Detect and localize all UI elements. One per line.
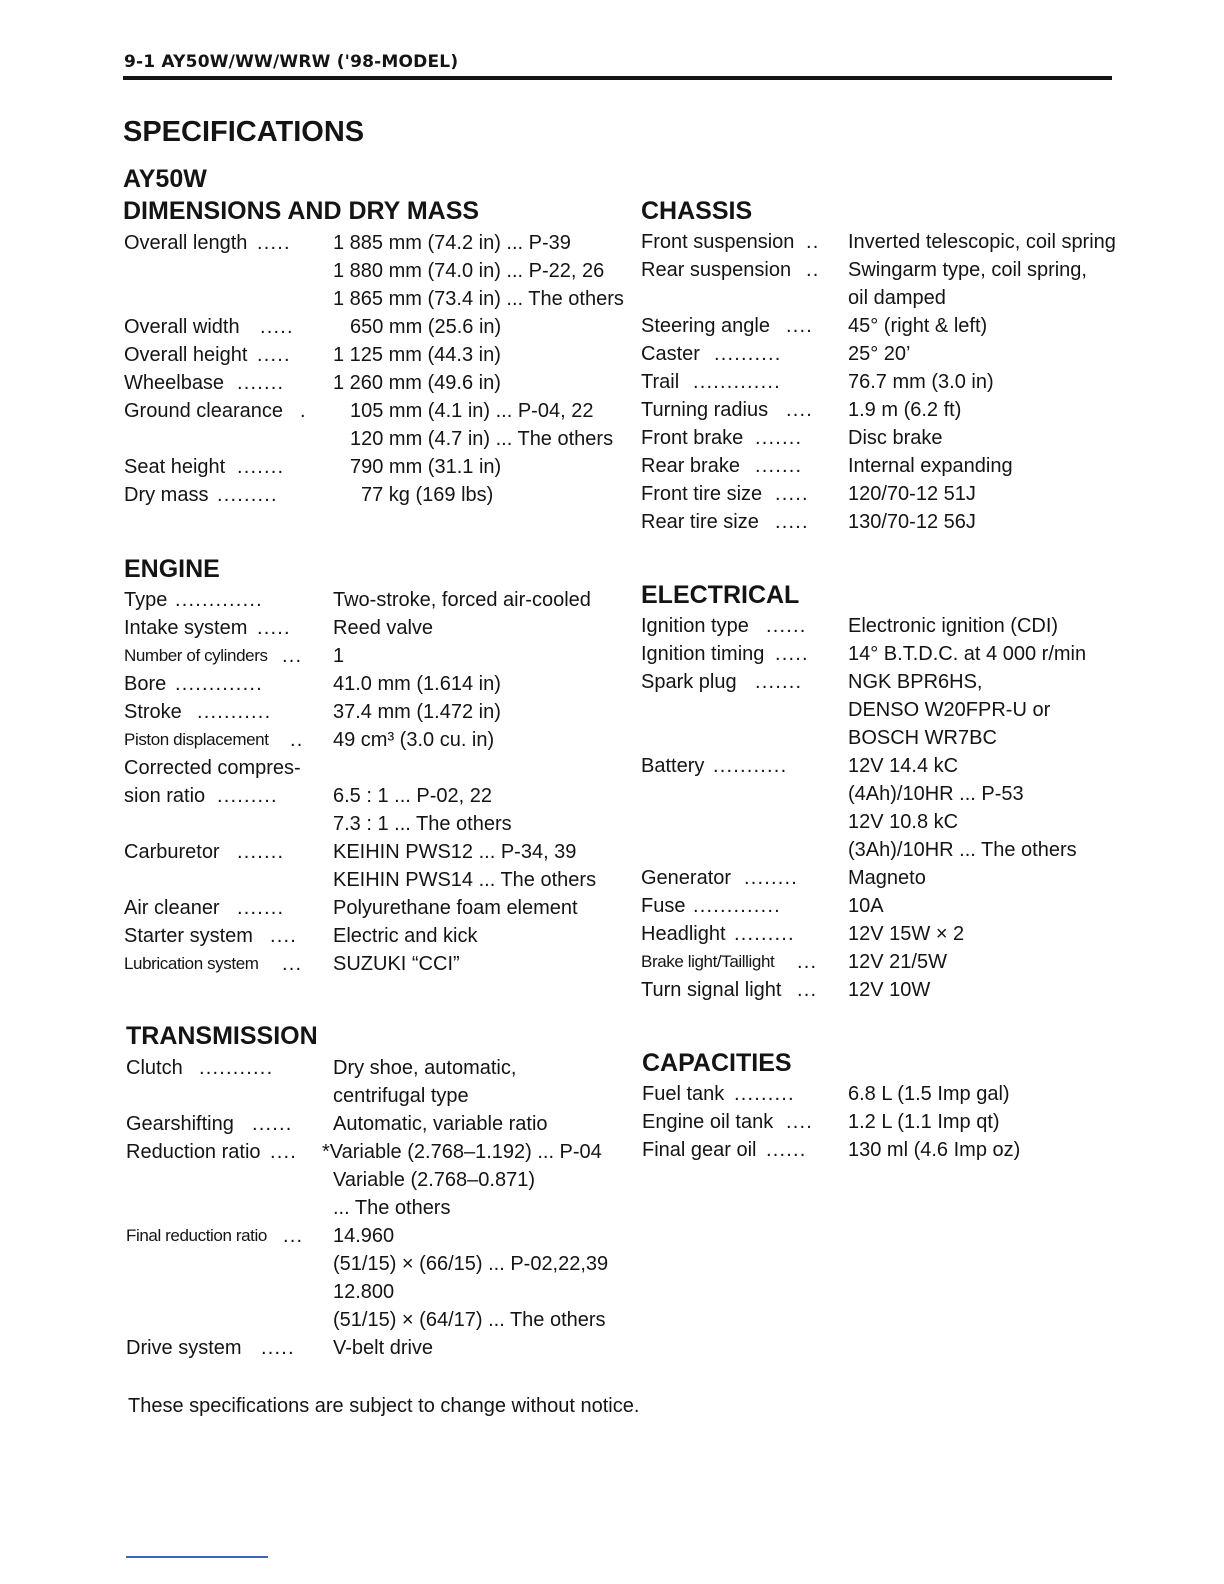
leader-dots: ...: [797, 979, 818, 1001]
electrical-table: [641, 612, 1141, 1004]
spec-label: Front tire size: [641, 483, 763, 505]
leader-dots: .....: [775, 511, 809, 533]
spec-row: [641, 836, 1141, 864]
leader-dots: ..: [290, 729, 304, 751]
spec-label: Type: [124, 589, 168, 611]
spec-label: Air cleaner: [124, 897, 220, 919]
spec-row: [126, 1194, 626, 1222]
spec-value: 12V 14.4 kC: [848, 755, 959, 777]
spec-value: 120 mm (4.7 in) ... The others: [350, 428, 614, 450]
spec-value: 37.4 mm (1.472 in): [333, 701, 501, 723]
spec-row: [641, 508, 1141, 536]
spec-row: [124, 586, 624, 614]
leader-dots: .: [300, 400, 307, 422]
spec-row: [642, 1080, 1142, 1108]
running-header: 9-1 AY50W/WW/WRW ('98-MODEL): [124, 52, 459, 72]
spec-value: 49 cm³ (3.0 cu. in): [333, 729, 495, 751]
spec-label: Reduction ratio: [126, 1141, 261, 1163]
capacities-heading: CAPACITIES: [642, 1049, 792, 1077]
spec-value: 1.9 m (6.2 ft): [848, 399, 962, 421]
spec-row: [641, 864, 1141, 892]
spec-row: [124, 838, 624, 866]
spec-value: 1 865 mm (73.4 in) ... The others: [333, 288, 624, 310]
leader-dots: ...: [282, 953, 303, 975]
spec-value: 12V 10.8 kC: [848, 811, 959, 833]
spec-value: (51/15) × (64/17) ... The others: [333, 1309, 606, 1331]
capacities-table: [642, 1080, 1142, 1164]
spec-row: [126, 1278, 626, 1306]
leader-dots: .............: [175, 589, 263, 611]
spec-value: 1: [333, 645, 345, 667]
spec-value: 105 mm (4.1 in) ... P-04, 22: [350, 400, 594, 422]
leader-dots: .......: [237, 456, 285, 478]
transmission-table: [126, 1054, 626, 1362]
leader-dots: ....: [270, 1141, 298, 1163]
spec-value: *Variable (2.768–1.192) ... P-04: [322, 1141, 602, 1163]
spec-row: [124, 894, 624, 922]
spec-label: Ignition timing: [641, 643, 765, 665]
spec-value: 12.800: [333, 1281, 395, 1303]
spec-label: Ignition type: [641, 615, 749, 637]
spec-value: BOSCH WR7BC: [848, 727, 997, 749]
leader-dots: .......: [755, 455, 803, 477]
spec-value: 12V 15W × 2: [848, 923, 965, 945]
spec-row: [641, 284, 1141, 312]
spec-value: 77 kg (169 lbs): [361, 484, 494, 506]
spec-row: [124, 453, 624, 481]
spec-value: Magneto: [848, 867, 926, 889]
spec-value: 76.7 mm (3.0 in): [848, 371, 994, 393]
spec-row: [126, 1222, 626, 1250]
spec-label: Turn signal light: [641, 979, 782, 1001]
spec-label: Piston displacement: [124, 730, 269, 749]
spec-row: [641, 368, 1141, 396]
leader-dots: ..: [806, 259, 820, 281]
chassis-table: [641, 228, 1141, 536]
page-title: SPECIFICATIONS: [123, 116, 365, 148]
spec-row: [126, 1110, 626, 1138]
spec-row: [124, 642, 624, 670]
spec-row: [124, 726, 624, 754]
spec-label: Intake system: [124, 617, 248, 639]
spec-row: [641, 256, 1141, 284]
spec-value: Internal expanding: [848, 455, 1013, 477]
spec-label: Caster: [641, 343, 700, 365]
spec-row: [641, 892, 1141, 920]
leader-dots: .....: [260, 316, 294, 338]
spec-row: [641, 780, 1141, 808]
engine-heading: ENGINE: [124, 555, 220, 583]
spec-label: Gearshifting: [126, 1113, 234, 1135]
spec-value: DENSO W20FPR-U or: [848, 699, 1051, 721]
spec-value: Electric and kick: [333, 925, 478, 947]
spec-row: [641, 480, 1141, 508]
spec-row: [126, 1054, 626, 1082]
spec-label: Carburetor: [124, 841, 220, 863]
leader-dots: .............: [175, 673, 263, 695]
spec-row: [124, 698, 624, 726]
spec-value: Polyurethane foam element: [333, 897, 578, 919]
leader-dots: .......: [755, 671, 803, 693]
spec-value: 14° B.T.D.C. at 4 000 r/min: [848, 643, 1087, 665]
spec-value: 120/70-12 51J: [848, 483, 976, 505]
spec-label: Brake light/Taillight: [641, 952, 775, 971]
leader-dots: .....: [257, 344, 291, 366]
spec-label: Front brake: [641, 427, 744, 449]
spec-label: Lubrication system: [124, 954, 259, 973]
header-rule: [123, 76, 1112, 80]
leader-dots: ......: [766, 1139, 807, 1161]
leader-dots: .....: [775, 643, 809, 665]
footer-rule: [126, 1556, 268, 1558]
spec-row: [641, 808, 1141, 836]
spec-row: [124, 257, 624, 285]
spec-label: Ground clearance: [124, 400, 283, 422]
spec-value: 1 885 mm (74.2 in) ... P-39: [333, 232, 571, 254]
spec-value: 650 mm (25.6 in): [350, 316, 502, 338]
spec-value: 1 125 mm (44.3 in): [333, 344, 501, 366]
spec-row: [124, 810, 624, 838]
leader-dots: .......: [237, 372, 285, 394]
spec-row: [641, 396, 1141, 424]
leader-dots: ..........: [714, 343, 782, 365]
spec-value: (4Ah)/10HR ... P-53: [848, 783, 1024, 805]
spec-row: [124, 614, 624, 642]
spec-value: 1 260 mm (49.6 in): [333, 372, 501, 394]
spec-label: Dry mass: [124, 484, 209, 506]
leader-dots: ...........: [713, 755, 788, 777]
spec-value: Two-stroke, forced air-cooled: [333, 589, 591, 611]
spec-label: Headlight: [641, 923, 726, 945]
leader-dots: ....: [786, 399, 814, 421]
leader-dots: ..: [806, 231, 820, 253]
leader-dots: ......: [766, 615, 807, 637]
spec-value: KEIHIN PWS12 ... P-34, 39: [333, 841, 577, 863]
spec-label: Spark plug: [641, 671, 737, 693]
leader-dots: .......: [237, 841, 285, 863]
leader-dots: ....: [786, 1111, 814, 1133]
spec-value: centrifugal type: [333, 1085, 469, 1107]
spec-label: Final gear oil: [642, 1139, 757, 1161]
engine-table: [124, 586, 624, 978]
spec-row: [126, 1082, 626, 1110]
spec-row: [641, 340, 1141, 368]
spec-value: 10A: [848, 895, 884, 917]
leader-dots: ...........: [197, 701, 272, 723]
spec-value: V-belt drive: [333, 1337, 434, 1359]
spec-label: Corrected compres-: [124, 757, 301, 779]
spec-label: Starter system: [124, 925, 253, 947]
spec-row: [641, 312, 1141, 340]
spec-value: 130/70-12 56J: [848, 511, 976, 533]
spec-label: Stroke: [124, 701, 182, 723]
spec-value: oil damped: [848, 287, 946, 309]
leader-dots: ...........: [199, 1057, 274, 1079]
spec-label: Trail: [641, 371, 680, 393]
leader-dots: .....: [261, 1337, 295, 1359]
spec-row: [641, 612, 1141, 640]
spec-value: 25° 20’: [848, 343, 911, 365]
spec-row: [124, 341, 624, 369]
spec-row: [641, 752, 1141, 780]
spec-row: [641, 640, 1141, 668]
spec-value: 12V 21/5W: [848, 951, 947, 973]
spec-label: sion ratio: [124, 785, 206, 807]
dimensions-table: [124, 229, 624, 511]
spec-label: Generator: [641, 867, 732, 889]
spec-row: [642, 1108, 1142, 1136]
spec-row: [126, 1306, 626, 1334]
spec-row: [124, 425, 624, 453]
leader-dots: .......: [755, 427, 803, 449]
footnote: These specifications are subject to change without notice.: [128, 1395, 640, 1417]
spec-value: Variable (2.768–0.871): [333, 1169, 535, 1191]
leader-dots: .........: [217, 484, 278, 506]
model-heading: AY50W: [123, 165, 207, 193]
spec-value: 12V 10W: [848, 979, 931, 1001]
spec-row: [641, 228, 1141, 256]
spec-label: Final reduction ratio: [126, 1226, 267, 1245]
spec-row: [124, 481, 624, 509]
spec-value: 1 880 mm (74.0 in) ... P-22, 26: [333, 260, 605, 282]
spec-row: [124, 285, 624, 313]
spec-row: [124, 229, 624, 257]
spec-value: 45° (right & left): [848, 315, 988, 337]
spec-label: Bore: [124, 673, 167, 695]
leader-dots: ......: [252, 1113, 293, 1135]
spec-label: Fuse: [641, 895, 686, 917]
spec-row: [641, 724, 1141, 752]
spec-value: 790 mm (31.1 in): [350, 456, 502, 478]
spec-value: Reed valve: [333, 617, 434, 639]
spec-row: [641, 424, 1141, 452]
spec-value: SUZUKI “CCI”: [333, 953, 460, 975]
spec-row: [124, 950, 624, 978]
spec-row: [124, 397, 624, 425]
spec-label: Front suspension: [641, 231, 795, 253]
leader-dots: ...: [797, 951, 818, 973]
spec-value: Swingarm type, coil spring,: [848, 259, 1087, 281]
spec-row: [641, 920, 1141, 948]
spec-value: KEIHIN PWS14 ... The others: [333, 869, 597, 891]
leader-dots: ...: [282, 645, 303, 667]
spec-row: [124, 866, 624, 894]
electrical-heading: ELECTRICAL: [641, 581, 800, 609]
spec-value: 6.8 L (1.5 Imp gal): [848, 1083, 1010, 1105]
spec-value: 7.3 : 1 ... The others: [333, 813, 512, 835]
spec-row: [126, 1250, 626, 1278]
leader-dots: .........: [734, 923, 795, 945]
leader-dots: .........: [734, 1083, 795, 1105]
spec-label: Rear brake: [641, 455, 740, 477]
spec-value: NGK BPR6HS,: [848, 671, 983, 693]
spec-row: [124, 670, 624, 698]
spec-value: Inverted telescopic, coil spring: [848, 231, 1116, 253]
spec-row: [641, 948, 1141, 976]
spec-row: [641, 976, 1141, 1004]
leader-dots: .....: [775, 483, 809, 505]
leader-dots: .........: [217, 785, 278, 807]
leader-dots: .....: [257, 617, 291, 639]
spec-value: Automatic, variable ratio: [333, 1113, 548, 1135]
spec-value: Disc brake: [848, 427, 943, 449]
spec-value: Dry shoe, automatic,: [333, 1057, 517, 1079]
spec-label: Wheelbase: [124, 372, 225, 394]
spec-row: [124, 754, 624, 782]
dimensions-heading: DIMENSIONS AND DRY MASS: [123, 197, 480, 225]
spec-label: Rear tire size: [641, 511, 759, 533]
spec-value: (3Ah)/10HR ... The others: [848, 839, 1077, 861]
spec-value: 41.0 mm (1.614 in): [333, 673, 501, 695]
spec-label: Engine oil tank: [642, 1111, 774, 1133]
spec-label: Battery: [641, 755, 705, 777]
leader-dots: .....: [257, 232, 291, 254]
leader-dots: .............: [693, 371, 781, 393]
spec-label: Steering angle: [641, 315, 770, 337]
spec-value: ... The others: [333, 1197, 451, 1219]
spec-label: Rear suspension: [641, 259, 792, 281]
leader-dots: ........: [744, 867, 799, 889]
spec-label: Overall height: [124, 344, 248, 366]
spec-row: [124, 313, 624, 341]
spec-row: [126, 1166, 626, 1194]
spec-value: 14.960: [333, 1225, 395, 1247]
spec-row: [124, 369, 624, 397]
spec-value: 1.2 L (1.1 Imp qt): [848, 1111, 1000, 1133]
leader-dots: ....: [786, 315, 814, 337]
spec-label: Fuel tank: [642, 1083, 725, 1105]
leader-dots: .......: [237, 897, 285, 919]
leader-dots: ....: [270, 925, 298, 947]
spec-label: Seat height: [124, 456, 226, 478]
spec-row: [641, 668, 1141, 696]
spec-value: 130 ml (4.6 Imp oz): [848, 1139, 1021, 1161]
spec-row: [641, 696, 1141, 724]
spec-label: Turning radius: [641, 399, 769, 421]
spec-label: Clutch: [126, 1057, 183, 1079]
spec-label: Overall length: [124, 232, 248, 254]
spec-value: Electronic ignition (CDI): [848, 615, 1059, 637]
spec-row: [641, 452, 1141, 480]
spec-value: 6.5 : 1 ... P-02, 22: [333, 785, 492, 807]
spec-row: [124, 922, 624, 950]
spec-label: Drive system: [126, 1337, 242, 1359]
spec-row: [642, 1136, 1142, 1164]
spec-label: Overall width: [124, 316, 240, 338]
spec-row: [126, 1334, 626, 1362]
leader-dots: ...: [283, 1225, 304, 1247]
spec-label: Number of cylinders: [124, 646, 268, 665]
spec-value: (51/15) × (66/15) ... P-02,22,39: [333, 1253, 609, 1275]
leader-dots: .............: [693, 895, 781, 917]
spec-row: [126, 1138, 626, 1166]
spec-row: [124, 782, 624, 810]
chassis-heading: CHASSIS: [641, 197, 753, 225]
transmission-heading: TRANSMISSION: [126, 1022, 318, 1050]
